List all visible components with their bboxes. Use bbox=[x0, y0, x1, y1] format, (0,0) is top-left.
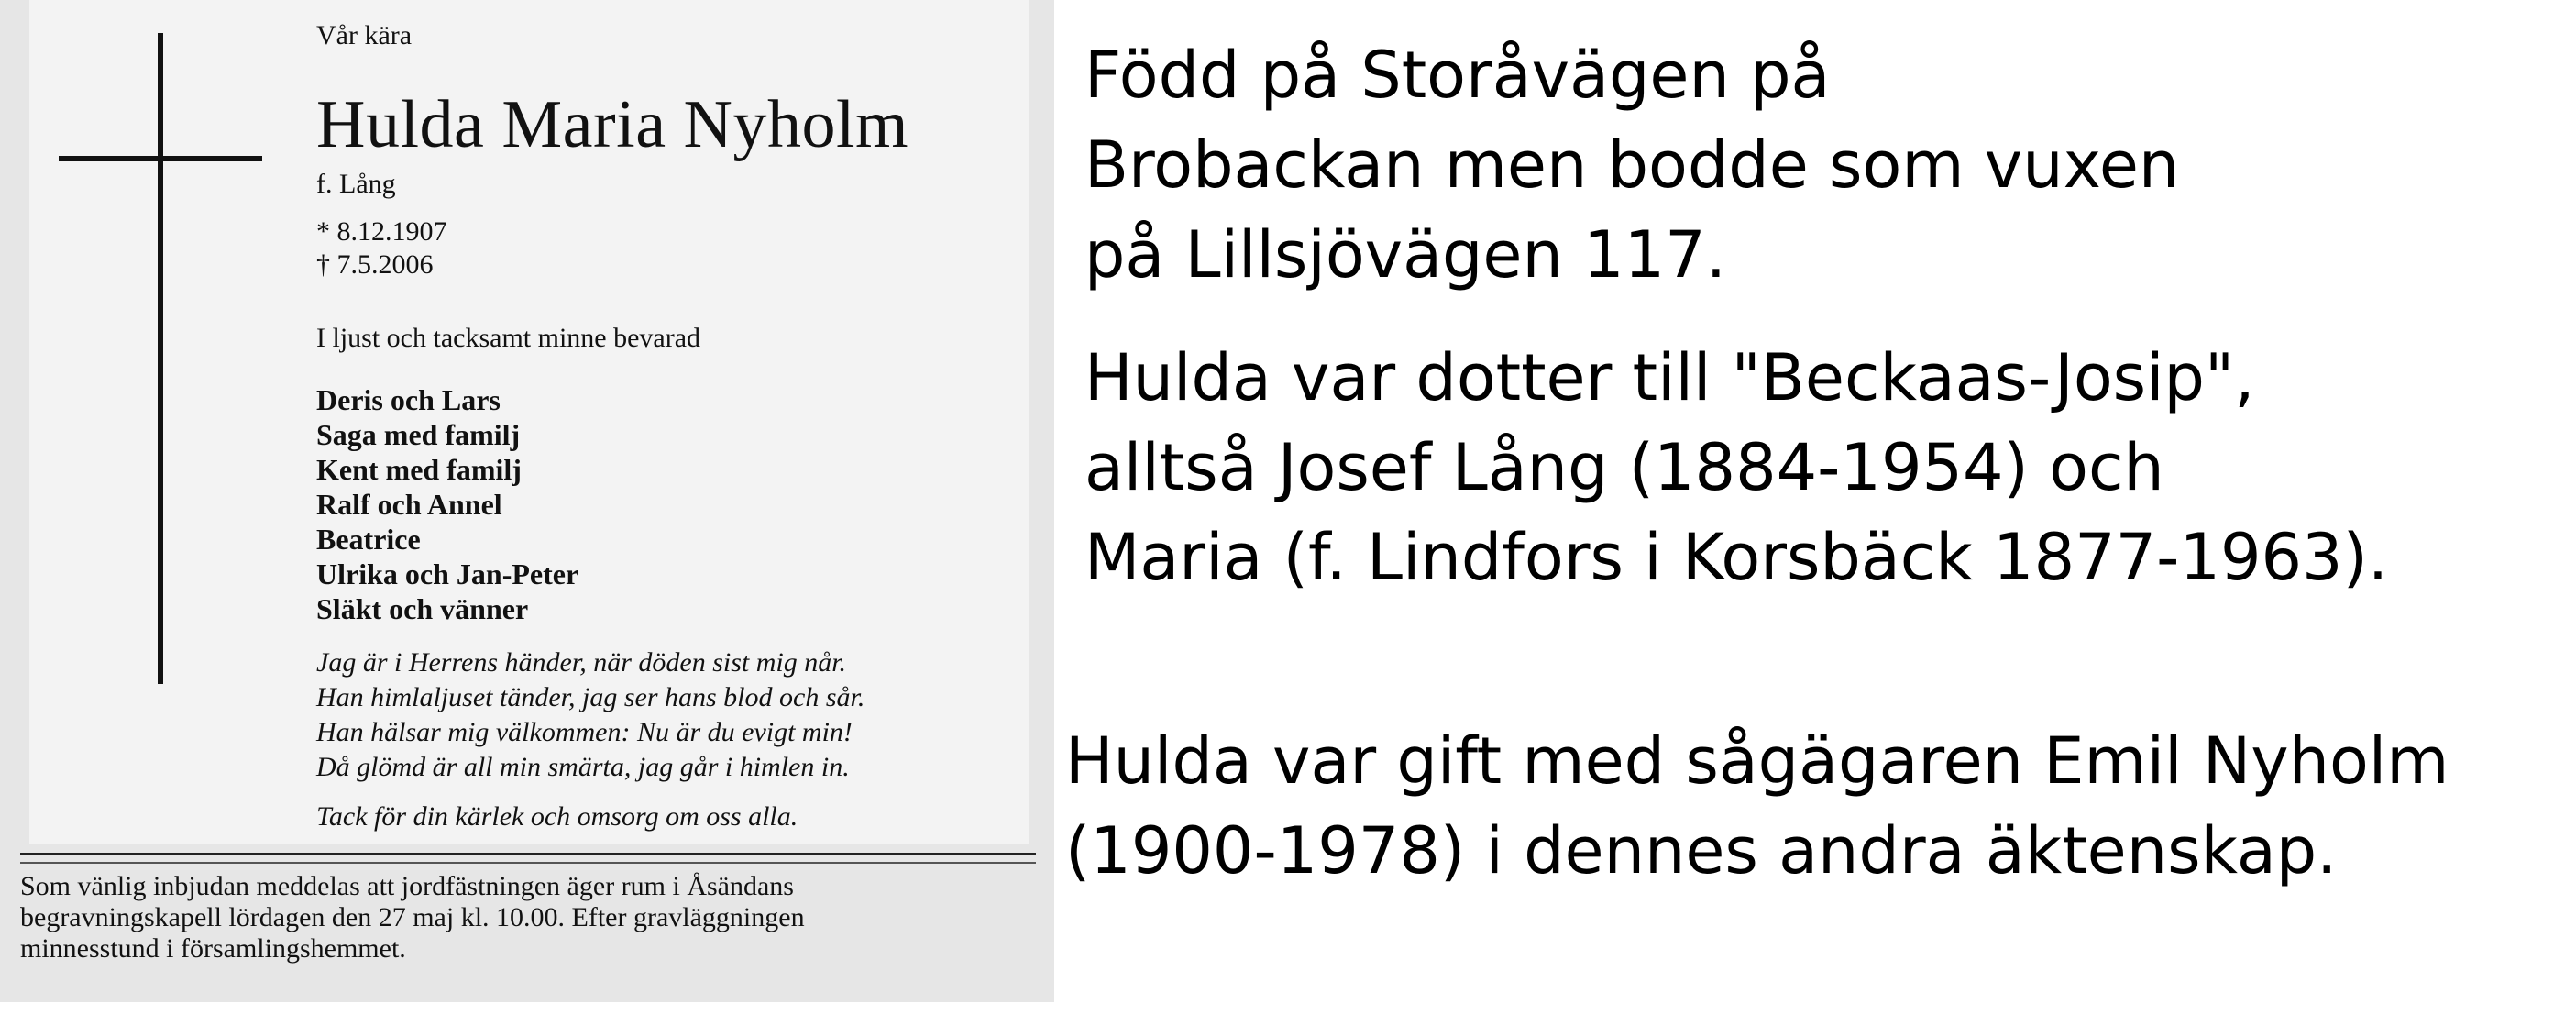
note-paragraph-3-line: (1900-1978) i dennes andra äktenskap. bbox=[1065, 813, 2338, 888]
obituary-maiden-name: f. Lång bbox=[316, 169, 396, 199]
verse-line: Jag är i Herrens händer, när döden sist mig når. bbox=[316, 647, 847, 678]
note-paragraph-1-line: Född på Storåvägen på bbox=[1084, 38, 1831, 113]
mourner-line: Beatrice bbox=[316, 523, 421, 556]
obituary-name: Hulda Maria Nyholm bbox=[316, 87, 909, 162]
note-paragraph-1-line: Brobackan men bodde som vuxen bbox=[1084, 127, 2180, 203]
note-paragraph-2-line: Maria (f. Lindfors i Korsbäck 1877-1963). bbox=[1084, 520, 2389, 595]
newspaper-clipping bbox=[0, 0, 1054, 1002]
cross-horizontal-bar bbox=[59, 156, 262, 161]
announcement-line: Som vänlig inbjudan meddelas att jordfästningen äger rum i Åsändans bbox=[20, 871, 794, 901]
announcement-line: begravningskapell lördagen den 27 maj kl. 10.00. Efter gravläggningen bbox=[20, 902, 805, 932]
mourner-line: Deris och Lars bbox=[316, 383, 501, 416]
note-paragraph-1-line: på Lillsjövägen 117. bbox=[1084, 217, 1726, 292]
obituary-birth-date: * 8.12.1907 bbox=[316, 216, 447, 247]
thanks-line: Tack för din kärlek och omsorg om oss alla. bbox=[316, 801, 798, 832]
divider-rule bbox=[20, 853, 1036, 855]
verse-line: Han himlaljuset tänder, jag ser hans blod och sår. bbox=[316, 682, 865, 712]
note-paragraph-2-line: alltså Josef Lång (1884-1954) och bbox=[1084, 430, 2164, 505]
cross-vertical-bar bbox=[158, 33, 163, 684]
note-paragraph-2-line: Hulda var dotter till "Beckaas-Josip", bbox=[1084, 340, 2255, 415]
obituary-memory-line: I ljust och tacksamt minne bevarad bbox=[316, 323, 701, 353]
mourner-line: Ralf och Annel bbox=[316, 488, 502, 521]
mourner-line: Släkt och vänner bbox=[316, 592, 529, 625]
divider-rule bbox=[20, 862, 1036, 864]
mourner-line: Kent med familj bbox=[316, 453, 522, 486]
obituary-death-date: † 7.5.2006 bbox=[316, 249, 434, 280]
obituary-greeting: Vår kära bbox=[316, 20, 413, 50]
mourner-line: Ulrika och Jan-Peter bbox=[316, 557, 579, 590]
note-paragraph-3-line: Hulda var gift med sågägaren Emil Nyholm bbox=[1065, 723, 2449, 799]
announcement-line: minnesstund i församlingshemmet. bbox=[20, 933, 406, 964]
verse-line: Han hälsar mig välkommen: Nu är du evigt min! bbox=[316, 717, 853, 747]
funeral-announcement bbox=[20, 871, 1038, 965]
verse-line: Då glömd är all min smärta, jag går i himlen in. bbox=[316, 752, 850, 782]
mourner-line: Saga med familj bbox=[316, 418, 521, 451]
